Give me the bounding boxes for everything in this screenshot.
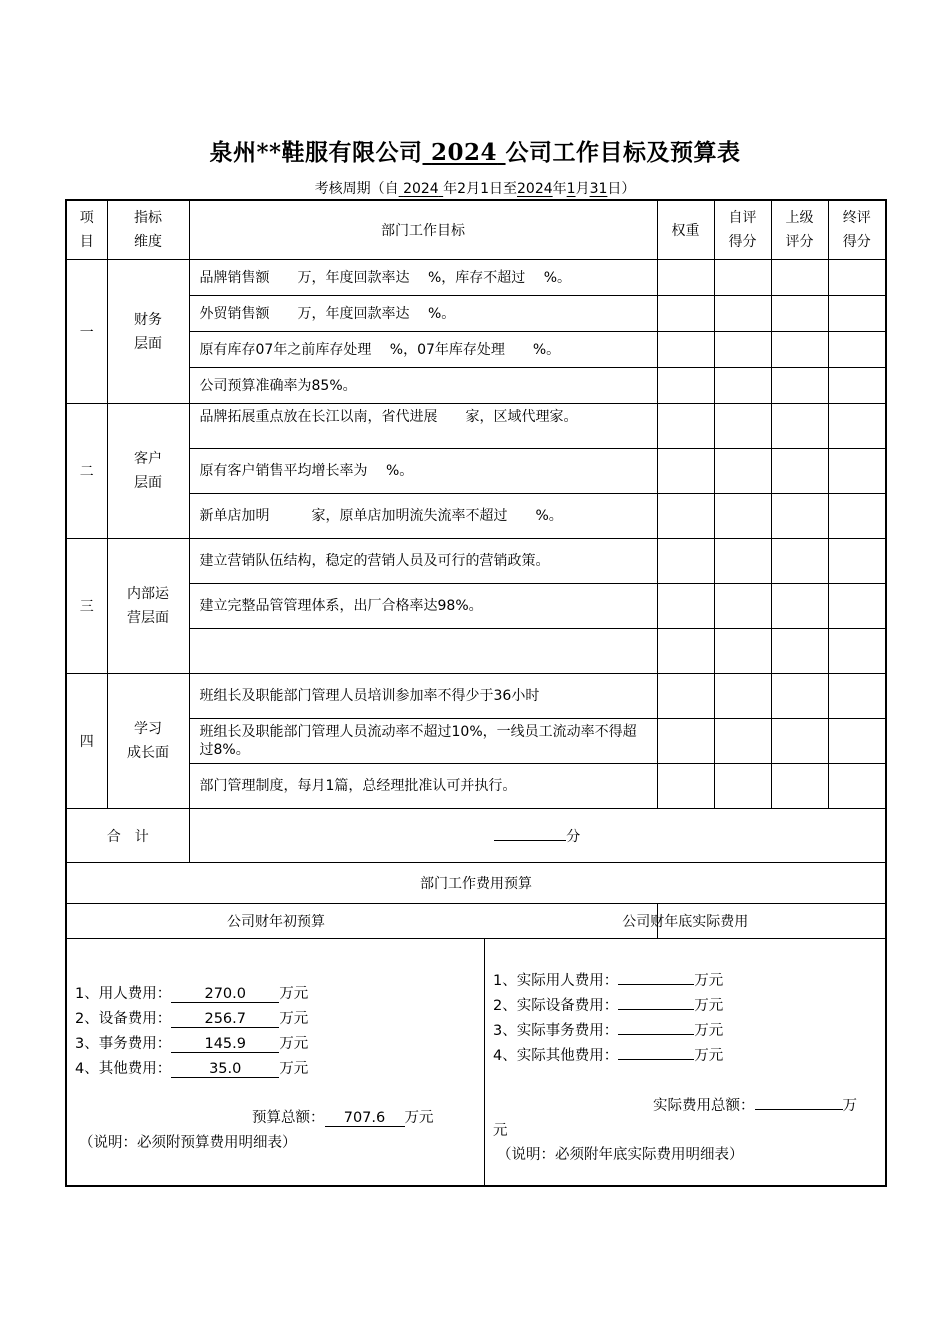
final-score-cell[interactable] <box>828 764 886 809</box>
self-score-cell[interactable] <box>714 494 771 539</box>
actual-item-affairs: 3、实际事务费用： 万元 <box>493 1023 724 1039</box>
budget-item-affairs: 3、事务费用： 145.9 万元 <box>75 1036 309 1052</box>
title-year: 2024 <box>431 139 498 166</box>
title-company: 泉州**鞋服有限公司 <box>209 139 423 166</box>
final-score-cell[interactable] <box>828 584 886 629</box>
superior-score-cell[interactable] <box>771 719 828 764</box>
section-dimension: 客户 层面 <box>107 404 189 539</box>
weight-cell[interactable] <box>657 332 714 368</box>
self-score-cell[interactable] <box>714 719 771 764</box>
section-number: 二 <box>66 404 107 539</box>
table-row <box>66 719 886 764</box>
actual-item-personnel: 1、实际用人费用： 万元 <box>493 973 724 989</box>
table-row <box>66 629 886 674</box>
header-goal: 部门工作目标 <box>189 200 657 260</box>
actual-other-blank[interactable] <box>618 1059 694 1060</box>
table-header-row <box>66 200 886 260</box>
table-row <box>66 674 886 719</box>
goal-cell: 品牌销售额 万，年度回款率达 %，库存不超过 %。 <box>189 260 657 296</box>
table-row <box>66 404 886 449</box>
total-row <box>66 809 886 863</box>
section-dimension: 财务 层面 <box>107 260 189 404</box>
table-row <box>66 296 886 332</box>
actual-personnel-blank[interactable] <box>618 984 694 985</box>
table-row <box>66 332 886 368</box>
actual-affairs-blank[interactable] <box>618 1034 694 1035</box>
goal-cell: 班组长及职能部门管理人员培训参加率不得少于36小时 <box>189 674 657 719</box>
superior-score-cell[interactable] <box>771 764 828 809</box>
final-score-cell[interactable] <box>828 296 886 332</box>
final-score-cell[interactable] <box>828 332 886 368</box>
header-weight: 权重 <box>657 200 714 260</box>
superior-score-cell[interactable] <box>771 260 828 296</box>
total-score-field[interactable]: 分 <box>189 809 886 863</box>
section-number: 四 <box>66 674 107 809</box>
goal-budget-table <box>65 199 887 1187</box>
superior-score-cell[interactable] <box>771 296 828 332</box>
table-row <box>66 449 886 494</box>
goal-cell: 品牌拓展重点放在长江以南，省代进展 家，区域代理家。 <box>189 404 657 449</box>
weight-cell[interactable] <box>657 674 714 719</box>
self-score-cell[interactable] <box>714 539 771 584</box>
self-score-cell[interactable] <box>714 764 771 809</box>
self-score-cell[interactable] <box>714 260 771 296</box>
budget-item-equipment: 2、设备费用： 256.7 万元 <box>75 1011 309 1027</box>
table-row <box>66 260 886 296</box>
actual-item-other: 4、实际其他费用： 万元 <box>493 1048 724 1064</box>
table-row <box>66 764 886 809</box>
superior-score-cell[interactable] <box>771 494 828 539</box>
weight-cell[interactable] <box>657 296 714 332</box>
goal-cell: 建立完整品管管理体系，出厂合格率达98%。 <box>189 584 657 629</box>
weight-cell[interactable] <box>657 494 714 539</box>
budget-header-row <box>66 904 886 939</box>
weight-cell[interactable] <box>657 584 714 629</box>
goal-cell[interactable] <box>189 629 657 674</box>
budget-title: 部门工作费用预算 <box>66 863 886 904</box>
actual-total-unit-wrap: 元 <box>493 1123 508 1139</box>
weight-cell[interactable] <box>657 764 714 809</box>
section-number: 三 <box>66 539 107 674</box>
self-score-cell[interactable] <box>714 368 771 404</box>
budget-item-personnel: 1、用人费用： 270.0 万元 <box>75 986 309 1002</box>
table-row <box>66 584 886 629</box>
weight-cell[interactable] <box>657 449 714 494</box>
goal-cell: 原有库存07年之前库存处理 %，07年库存处理 %。 <box>189 332 657 368</box>
final-score-cell[interactable] <box>828 449 886 494</box>
total-score-blank[interactable] <box>494 840 566 841</box>
header-self-score: 自评 得分 <box>714 200 771 260</box>
page-title <box>0 134 950 167</box>
budget-item-other: 4、其他费用： 35.0 万元 <box>75 1061 309 1077</box>
total-label: 合 计 <box>66 809 189 863</box>
self-score-cell[interactable] <box>714 404 771 449</box>
table-row <box>66 539 886 584</box>
budget-note: （说明：必须附预算费用明细表） <box>79 1135 297 1151</box>
final-score-cell[interactable] <box>828 368 886 404</box>
self-score-cell[interactable] <box>714 296 771 332</box>
superior-score-cell[interactable] <box>771 629 828 674</box>
superior-score-cell[interactable] <box>771 332 828 368</box>
header-item: 项 目 <box>66 200 107 260</box>
weight-cell[interactable] <box>657 719 714 764</box>
budget-right-header: 公司财年底实际费用 <box>657 904 886 939</box>
superior-score-cell[interactable] <box>771 368 828 404</box>
superior-score-cell[interactable] <box>771 539 828 584</box>
actual-item-equipment: 2、实际设备费用： 万元 <box>493 998 724 1014</box>
superior-score-cell[interactable] <box>771 404 828 449</box>
budget-body-row <box>66 939 886 1187</box>
final-score-cell[interactable] <box>828 260 886 296</box>
final-score-cell[interactable] <box>828 719 886 764</box>
self-score-cell[interactable] <box>714 584 771 629</box>
weight-cell[interactable] <box>657 260 714 296</box>
final-score-cell[interactable] <box>828 539 886 584</box>
weight-cell[interactable] <box>657 404 714 449</box>
actual-equipment-blank[interactable] <box>618 1009 694 1010</box>
final-score-cell[interactable] <box>828 674 886 719</box>
goal-cell: 外贸销售额 万，年度回款率达 %。 <box>189 296 657 332</box>
weight-cell[interactable] <box>657 629 714 674</box>
assessment-period: 考核周期（自 2024 年2月1日至2024年1月31日） <box>314 181 636 197</box>
goal-cell: 建立营销队伍结构，稳定的营销人员及可行的营销政策。 <box>189 539 657 584</box>
actual-note: （说明：必须附年底实际费用明细表） <box>497 1147 744 1163</box>
actual-total-blank[interactable] <box>755 1109 843 1110</box>
table-row <box>66 368 886 404</box>
budget-divider <box>484 939 485 1185</box>
superior-score-cell[interactable] <box>771 584 828 629</box>
superior-score-cell[interactable] <box>771 674 828 719</box>
budget-total: 预算总额： 707.6 万元 <box>252 1110 434 1126</box>
self-score-cell[interactable] <box>714 332 771 368</box>
weight-cell[interactable] <box>657 368 714 404</box>
goal-cell: 新单店加明 家，原单店加明流失流率不超过 %。 <box>189 494 657 539</box>
actual-total: 实际费用总额： 万 <box>653 1098 857 1114</box>
goal-cell: 原有客户销售平均增长率为 %。 <box>189 449 657 494</box>
self-score-cell[interactable] <box>714 449 771 494</box>
title-suffix: 公司工作目标及预算表 <box>505 139 741 166</box>
weight-cell[interactable] <box>657 539 714 584</box>
section-dimension: 内部运 营层面 <box>107 539 189 674</box>
header-dimension: 指标 维度 <box>107 200 189 260</box>
self-score-cell[interactable] <box>714 629 771 674</box>
superior-score-cell[interactable] <box>771 449 828 494</box>
self-score-cell[interactable] <box>714 674 771 719</box>
budget-title-row <box>66 863 886 904</box>
goal-cell: 班组长及职能部门管理人员流动率不超过10%，一线员工流动率不得超过8%。 <box>189 719 657 764</box>
budget-left-header: 公司财年初预算 <box>66 904 657 939</box>
final-score-cell[interactable] <box>828 404 886 449</box>
section-dimension: 学习 成长面 <box>107 674 189 809</box>
header-final-score: 终评 得分 <box>828 200 886 260</box>
header-superior-score: 上级 评分 <box>771 200 828 260</box>
goal-cell: 部门管理制度，每月1篇，总经理批准认可并执行。 <box>189 764 657 809</box>
goal-cell: 公司预算准确率为85%。 <box>189 368 657 404</box>
table-row <box>66 494 886 539</box>
final-score-cell[interactable] <box>828 629 886 674</box>
final-score-cell[interactable] <box>828 494 886 539</box>
section-number: 一 <box>66 260 107 404</box>
